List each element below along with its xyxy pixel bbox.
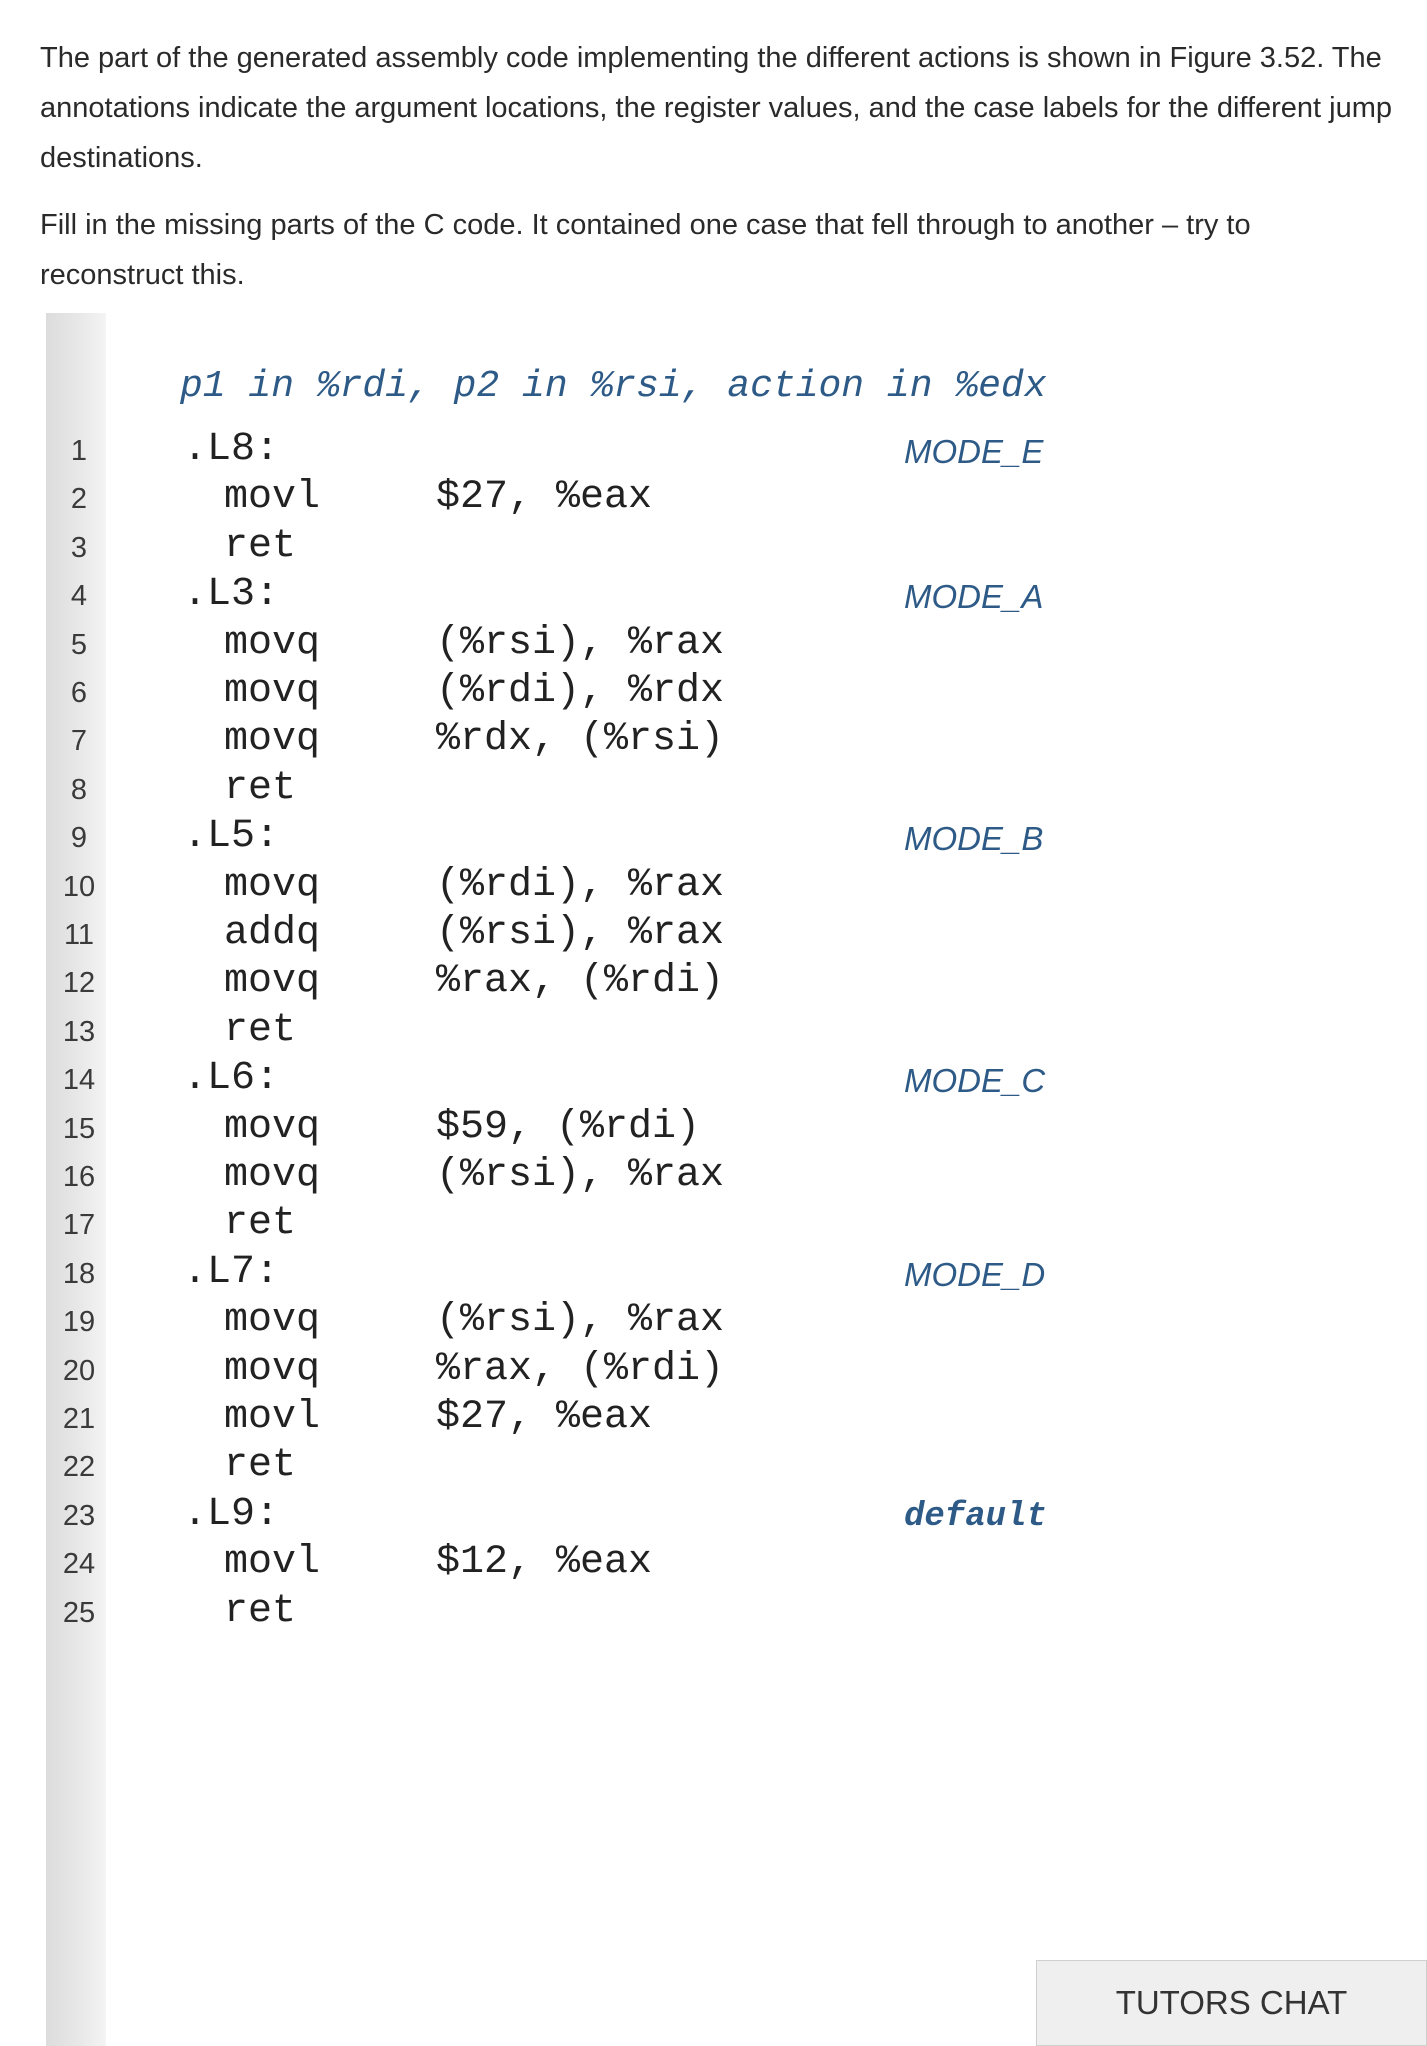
line-number: 5: [70, 628, 88, 661]
instruction: movq: [224, 620, 321, 666]
code-label: .L6:: [183, 1056, 280, 1102]
line-number: 3: [70, 531, 88, 564]
line-number: 2: [70, 483, 88, 516]
operands: (%rdi), %rax: [436, 862, 725, 908]
line-number: 18: [62, 1257, 96, 1290]
tutors-chat-button[interactable]: TUTORS CHAT: [1036, 1960, 1427, 2046]
operands: $59, (%rdi): [436, 1104, 701, 1150]
instruction: addq: [224, 911, 321, 956]
case-annotation: MODE_E: [904, 433, 1044, 470]
instruction: movq: [224, 1298, 321, 1344]
case-annotation: default: [904, 1497, 1047, 1536]
instruction: ret: [224, 1007, 297, 1053]
line-number: 13: [62, 1015, 96, 1048]
operands: (%rdi), %rdx: [436, 669, 725, 714]
line-number: 22: [62, 1451, 96, 1484]
operands: (%rsi), %rax: [436, 1298, 725, 1344]
case-annotation: MODE_D: [904, 1255, 1046, 1293]
line-number: 24: [62, 1548, 96, 1581]
case-annotation: MODE_A: [904, 578, 1044, 616]
instruction: movq: [224, 1153, 321, 1198]
instruction: movq: [224, 959, 321, 1005]
operands: (%rsi), %rax: [436, 620, 725, 666]
line-number: 25: [62, 1596, 96, 1629]
case-annotation: MODE_C: [904, 1062, 1046, 1100]
intro-paragraph-1: The part of the generated assembly code implementing the different actions is shown in Figure 3.52. The annotations indicate the argument locations, the register values, and the case labels for the different jump destinations.: [40, 42, 1393, 174]
line-number: 21: [62, 1403, 96, 1435]
instruction: ret: [224, 1201, 297, 1247]
intro-paragraph-2: Fill in the missing parts of the C code. It contained one case that fell through to another – try to reconstruct this.: [40, 209, 1251, 291]
case-annotation: MODE_B: [904, 820, 1044, 858]
code-label: .L9:: [183, 1491, 280, 1537]
line-number: 23: [62, 1499, 96, 1532]
line-number: 9: [70, 822, 88, 855]
instruction: movq: [224, 717, 321, 763]
instruction: movq: [224, 862, 321, 908]
instruction: movq: [224, 1104, 321, 1150]
line-number: 6: [70, 677, 88, 709]
line-number: 12: [62, 967, 96, 1000]
operands: %rdx, (%rsi): [436, 717, 725, 763]
line-number: 1: [70, 435, 88, 467]
operands: $27, %eax: [436, 475, 653, 521]
figure-heading: p1 in %rdi, p2 in %rsi, action in %edx: [180, 365, 1047, 408]
instruction: ret: [224, 1443, 297, 1489]
line-number: 11: [63, 919, 95, 951]
code-label: .L5:: [183, 814, 280, 860]
operands: %rax, (%rdi): [436, 1346, 725, 1392]
line-number: 7: [70, 725, 88, 758]
line-number: 14: [62, 1064, 96, 1097]
line-number: 10: [62, 870, 96, 903]
assembly-figure: [46, 313, 1046, 2046]
line-number: 16: [62, 1161, 96, 1193]
line-number: 19: [62, 1306, 96, 1339]
code-label: .L7:: [183, 1249, 280, 1295]
instruction: ret: [224, 523, 297, 569]
operands: %rax, (%rdi): [436, 959, 725, 1005]
instruction: ret: [224, 765, 297, 811]
instruction: movl: [224, 475, 321, 521]
instruction: movq: [224, 1346, 321, 1392]
code-line: [46, 1585, 1046, 1645]
code-label: .L3:: [183, 572, 280, 618]
operands: (%rsi), %rax: [436, 1153, 725, 1198]
line-number: 4: [70, 580, 88, 613]
line-number: 20: [62, 1354, 96, 1387]
instruction: ret: [224, 1588, 297, 1634]
line-number: 15: [62, 1112, 96, 1145]
code-label: .L8:: [183, 427, 280, 472]
instruction: movl: [224, 1395, 321, 1440]
operands: $12, %eax: [436, 1540, 653, 1586]
instruction: movl: [224, 1540, 321, 1586]
line-number: 17: [62, 1209, 96, 1242]
line-number: 8: [70, 773, 88, 806]
instruction: movq: [224, 669, 321, 714]
operands: (%rsi), %rax: [436, 911, 725, 956]
operands: $27, %eax: [436, 1395, 653, 1440]
